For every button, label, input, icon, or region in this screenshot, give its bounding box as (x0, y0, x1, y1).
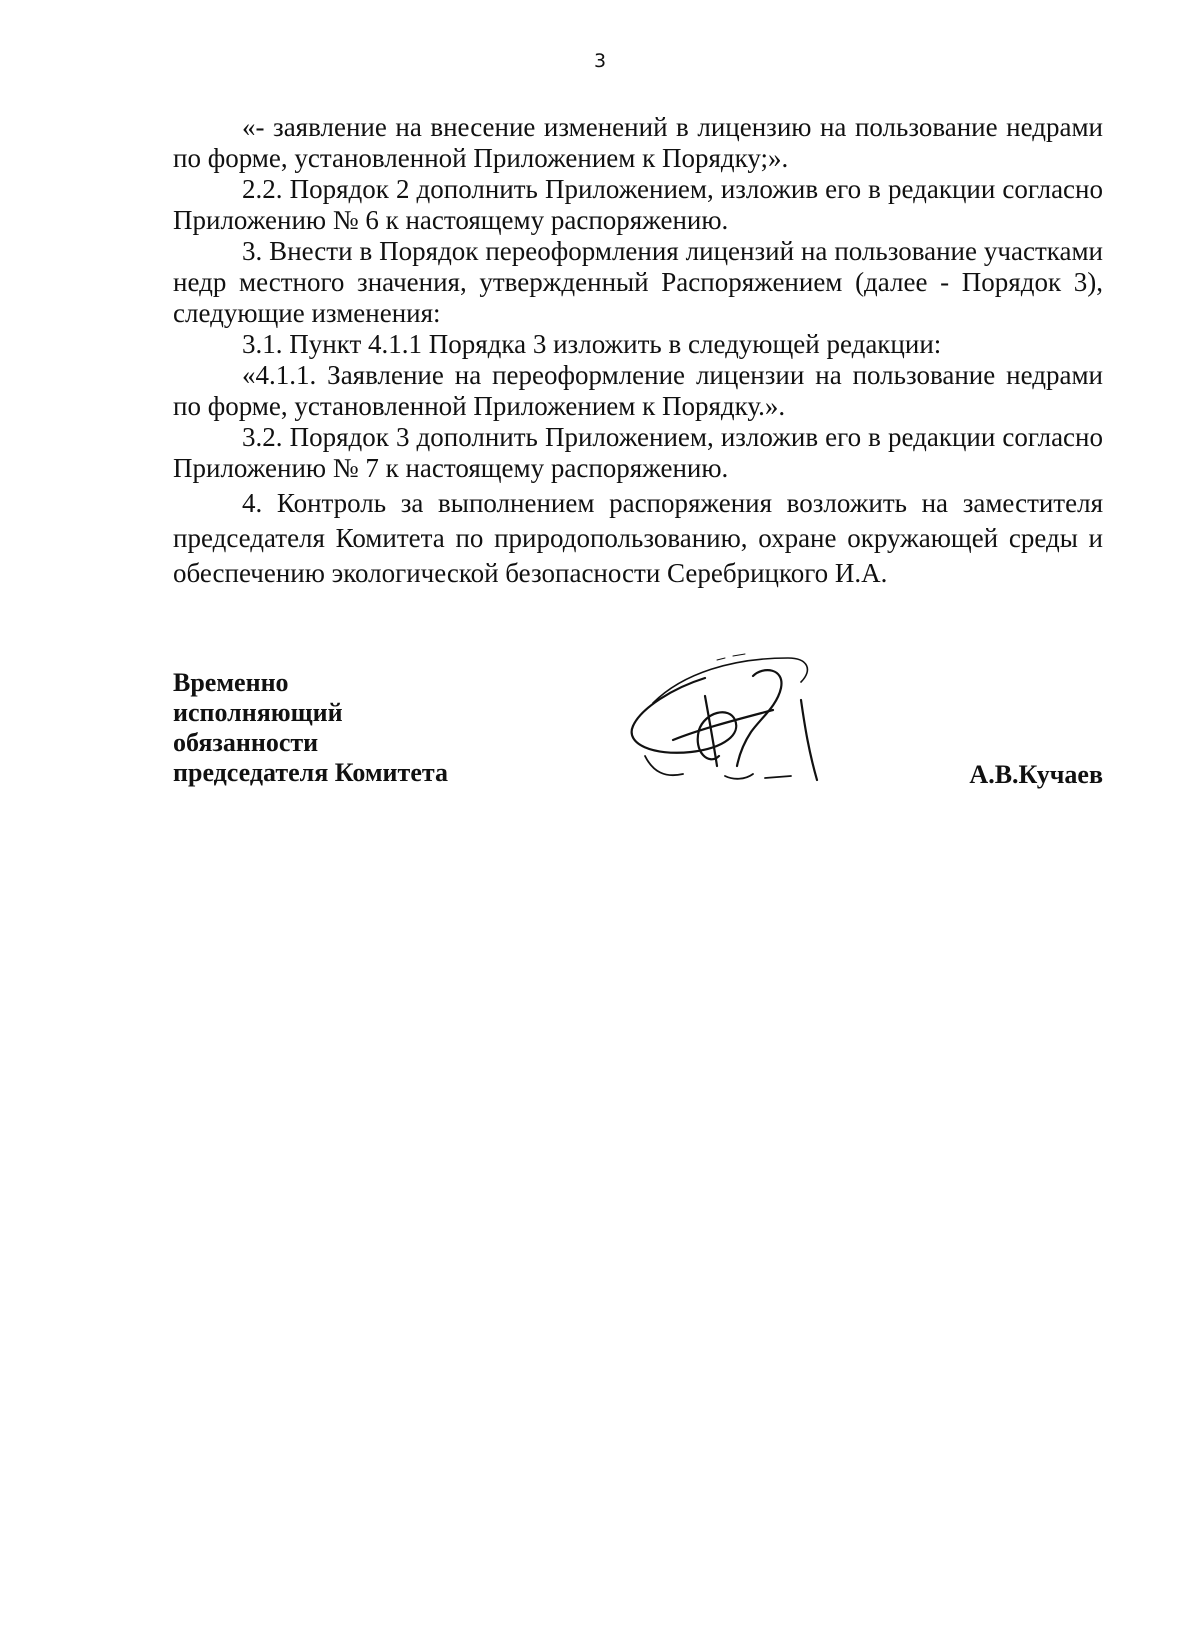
paragraph-3-1: 3.1. Пункт 4.1.1 Порядка 3 изложить в следующей редакции: (242, 329, 942, 359)
paragraph-4-1-1: «4.1.1. Заявление на переоформление лицензии на пользование недрами по форме, установленной Приложением к Порядку.». (173, 360, 1103, 421)
signatory-title-line: обязанности (173, 728, 319, 757)
signatory-title-line: председателя Комитета (173, 758, 448, 787)
signature-block (173, 668, 1103, 808)
paragraph-4: 4. Контроль за выполнением распоряжения возложить на заместителя председателя Комитета по природопользованию, охране окружающей среды и обеспечению экологической безопасности Серебрицкого И.А. (173, 488, 1103, 588)
paragraph-3-2: 3.2. Порядок 3 дополнить Приложением, изложив его в редакции согласно Приложению № 7 к настоящему распоряжению. (173, 422, 1103, 483)
signatory-title-line: исполняющий (173, 698, 343, 727)
paragraph-2-1-item: «- заявление на внесение изменений в лицензию на пользование недрами по форме, установленной Приложением к Порядку;». (173, 112, 1103, 173)
paragraph-3: 3. Внести в Порядок переоформления лицензий на пользование участками недр местного значения, утвержденный Распоряжением (далее - Порядок 3), следующие изменения: (173, 236, 1103, 328)
handwritten-signature (613, 648, 843, 788)
page-number: 3 (593, 50, 607, 72)
signatory-title-line: Временно (173, 668, 289, 697)
document-body (173, 112, 1103, 591)
signatory-name: А.В.Кучаев (969, 760, 1103, 789)
paragraph-2-2: 2.2. Порядок 2 дополнить Приложением, изложив его в редакции согласно Приложению № 6 к настоящему распоряжению. (173, 174, 1103, 235)
signatory-title (173, 668, 448, 788)
